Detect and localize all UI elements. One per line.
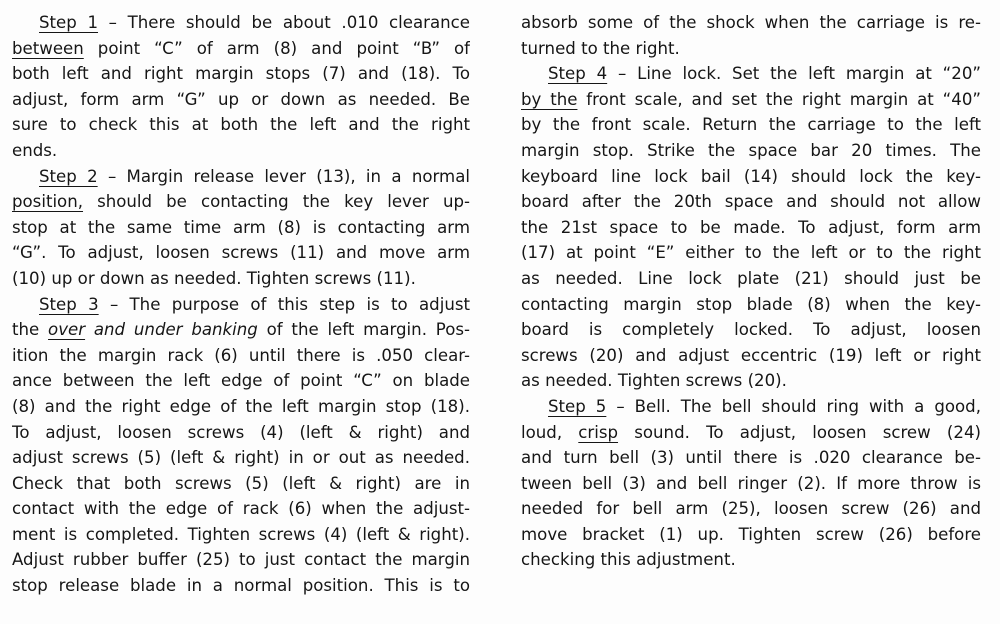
- text-line: [521, 138, 981, 164]
- text-segment: contacting margin stop blade (8) when the key-: [521, 294, 981, 314]
- text-line: [12, 547, 470, 573]
- text-segment: sure to check this at both the left and the right: [12, 115, 470, 135]
- text-line: [12, 36, 470, 62]
- text-segment: board is completely locked. To adjust, loosen: [521, 320, 981, 340]
- text-line: [12, 164, 470, 190]
- text-line: [521, 343, 981, 369]
- text-line: [521, 164, 981, 190]
- text-segment: – Line lock. Set the left margin at “20”: [607, 64, 981, 84]
- step-heading: Step 2: [39, 166, 98, 186]
- text-segment: point “C” of arm (8) and point “B” of: [83, 38, 470, 58]
- text-segment: front scale, and set the right margin at “40”: [577, 89, 981, 109]
- text-line: [521, 317, 981, 343]
- text-segment: the: [12, 320, 49, 340]
- text-line: [12, 420, 470, 446]
- text-line: [521, 266, 981, 292]
- text-segment: the 21st space to be made. To adjust, form arm: [521, 217, 981, 237]
- text-segment: – Bell. The bell should ring with a good,: [606, 396, 981, 416]
- text-segment: “G”. To adjust, loosen screws (11) and move arm: [12, 243, 470, 263]
- text-segment: as needed. Line lock plate (21) should just be: [521, 268, 981, 288]
- text-segment: screws (20) and adjust eccentric (19) left or right: [521, 345, 981, 365]
- italic-underlined-word: over: [48, 320, 86, 340]
- text-line: [12, 522, 470, 548]
- text-segment: (17) at point “E” either to the left or to the right: [521, 243, 981, 263]
- step-heading: Step 4: [548, 64, 608, 84]
- text-segment: turned to the right.: [521, 38, 680, 58]
- text-line: [12, 189, 470, 215]
- text-line: [521, 394, 981, 420]
- text-line: [12, 573, 470, 599]
- text-segment: ition the margin rack (6) until there is .050 clear-: [12, 345, 470, 365]
- right-text-column: [521, 10, 981, 573]
- text-line: [521, 61, 981, 87]
- italic-text: and under banking: [85, 320, 258, 340]
- underlined-word: by the: [521, 89, 578, 109]
- underlined-word: crisp: [578, 422, 619, 442]
- text-segment: absorb some of the shock when the carriage is re-: [521, 13, 981, 32]
- text-line: [12, 112, 470, 138]
- text-segment: (10) up or down as needed. Tighten screws (11).: [12, 268, 416, 288]
- text-segment: checking this adjustment.: [521, 550, 736, 570]
- text-segment: stop at the same time arm (8) is contacting arm: [12, 217, 470, 237]
- text-segment: as needed. Tighten screws (20).: [521, 371, 787, 391]
- text-segment: both left and right margin stops (7) and (18). To: [12, 64, 470, 84]
- text-segment: board after the 20th space and should not allow: [521, 192, 981, 212]
- text-segment: To adjust, loosen screws (4) (left & right) and: [12, 422, 470, 442]
- text-line: [521, 215, 981, 241]
- text-segment: loud,: [521, 422, 579, 442]
- text-line: [12, 317, 470, 343]
- text-line: [12, 61, 470, 87]
- step-heading: Step 1: [39, 13, 99, 32]
- text-segment: adjust screws (5) (left & right) in or out as needed.: [12, 448, 470, 468]
- text-segment: of the left margin. Pos-: [257, 320, 470, 340]
- text-segment: Check that both screws (5) (left & right) are in: [12, 473, 470, 493]
- text-line: [521, 496, 981, 522]
- left-text-column: [12, 10, 470, 599]
- text-line: [12, 394, 470, 420]
- text-segment: should be contacting the key lever up-: [83, 192, 470, 212]
- text-segment: needed for bell arm (25), loosen screw (26) and: [521, 499, 981, 519]
- text-line: [521, 522, 981, 548]
- text-segment: – The purpose of this step is to adjust: [98, 294, 470, 314]
- text-segment: ends.: [12, 140, 58, 160]
- text-line: [12, 445, 470, 471]
- step-heading: Step 3: [39, 294, 99, 314]
- text-segment: keyboard line lock bail (14) should lock the key-: [521, 166, 981, 186]
- text-line: [12, 496, 470, 522]
- text-segment: margin stop. Strike the space bar 20 times. The: [521, 140, 981, 160]
- text-segment: and turn bell (3) until there is .020 clearance be-: [521, 448, 981, 468]
- text-line: [521, 292, 981, 318]
- text-line: [521, 368, 981, 394]
- text-line: [521, 112, 981, 138]
- underlined-word: between: [12, 38, 84, 58]
- text-line: [12, 240, 470, 266]
- text-line: [12, 215, 470, 241]
- text-segment: by the front scale. Return the carriage to the left: [521, 115, 981, 135]
- text-line: [521, 471, 981, 497]
- text-line: [521, 36, 981, 62]
- underlined-word: position,: [12, 192, 84, 212]
- text-line: [521, 240, 981, 266]
- text-line: [521, 445, 981, 471]
- text-line: [521, 420, 981, 446]
- step-heading: Step 5: [548, 396, 607, 416]
- text-line: [12, 87, 470, 113]
- text-line: [12, 471, 470, 497]
- text-segment: tween bell (3) and bell ringer (2). If more throw is: [521, 473, 981, 493]
- text-line: [12, 266, 470, 292]
- text-segment: move bracket (1) up. Tighten screw (26) before: [521, 524, 981, 544]
- text-segment: – Margin release lever (13), in a normal: [97, 166, 470, 186]
- text-line: [521, 87, 981, 113]
- text-line: [521, 189, 981, 215]
- text-line: [12, 343, 470, 369]
- text-line: [12, 10, 470, 36]
- text-segment: stop release blade in a normal position. This is to: [12, 576, 470, 596]
- text-line: [12, 368, 470, 394]
- text-line: [521, 547, 981, 573]
- text-segment: sound. To adjust, loosen screw (24): [618, 422, 981, 442]
- text-line: [12, 292, 470, 318]
- text-segment: ance between the left edge of point “C” on blade: [12, 371, 470, 391]
- text-segment: Adjust rubber buffer (25) to just contact the margin: [12, 550, 470, 570]
- text-segment: (8) and the right edge of the left margin stop (18).: [12, 396, 470, 416]
- text-line: [12, 138, 470, 164]
- text-segment: contact with the edge of rack (6) when the adjust-: [12, 499, 470, 519]
- text-segment: – There should be about .010 clearance: [98, 13, 470, 32]
- text-segment: ment is completed. Tighten screws (4) (left & right).: [12, 524, 470, 544]
- text-line: [521, 10, 981, 36]
- text-segment: adjust, form arm “G” up or down as needed. Be: [12, 89, 470, 109]
